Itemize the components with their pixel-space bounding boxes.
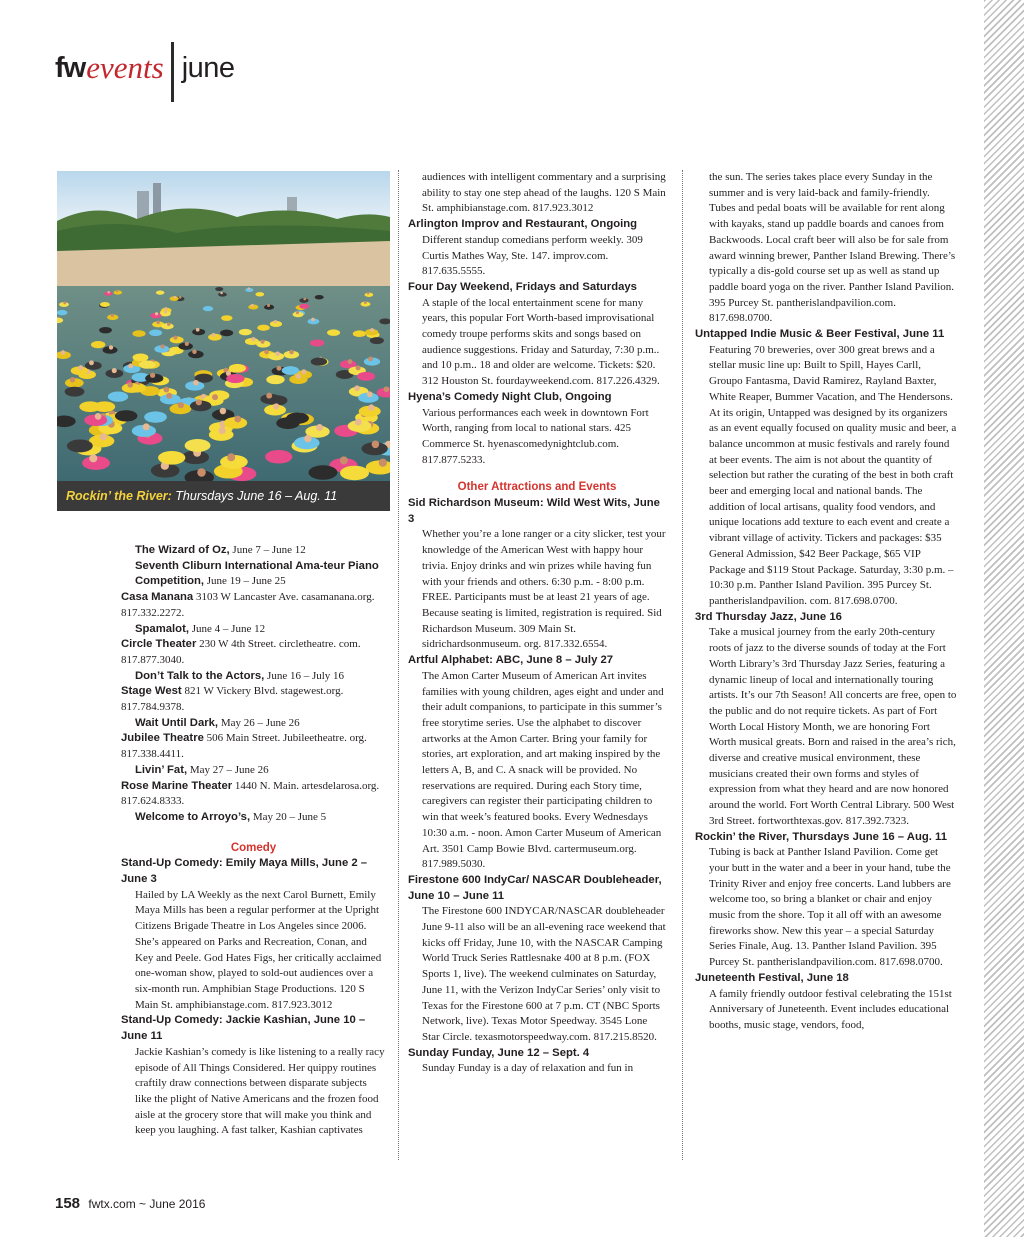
river-tubing-photo [57, 171, 390, 481]
event-body-four-day-weekend: A staple of the local entertainment scene for many years, this popular Fort Worth-based improvisational comedy troupe performs skits and songs based on audience suggestions. Friday and Saturday, 7:30 p.m.. and 10 p.m.. 18 and older are welcome. Tickets: $20. 312 Houston St. fourdayweekend.com. 817.226.4329. [422, 296, 660, 388]
show-listing [121, 543, 386, 559]
show-title: Seventh Cliburn International Ama-teur Piano Competition, [135, 559, 379, 588]
show-dates: May 27 – June 26 [189, 763, 269, 776]
event-title-juneteenth: Juneteenth Festival, June 18 [695, 971, 849, 984]
venue-info: 1440 N. Main. artesdelarosa.org. 817.624.8333. [121, 779, 380, 808]
show-listing [121, 716, 386, 732]
venue-listing [121, 637, 386, 668]
event-body-untapped-festival: Featuring 70 breweries, over 300 great brews and a stellar music line up: Built to Spill, Hayes Carll, Groupo Fantasma, David Ramirez, Rayland Baxter, White Reaper, Bummer Vacation, and The Hendersons. At its origin, Untapped was designed by its organizers as an event equally focused on quality music and beer, a balance uncommon at music festivals and rarely found at beer events. The aim is not about the quantity of selection but rather the curating of the best in both craft beer and emerging local and national bands. The addition of local artisans, quality food vendors, and unique locations add texture to each event and create a vibrant village of activity. Tickers and packages: $35 General Admission, $42 Beer Package, $65 VIP Package and $119 Stout Package. Saturday, 3:30 p.m. – 10:30 p.m. Panther Island Pavilion. 395 Purcey St. pantherislandpavilion. com. 817.698.0700. [709, 343, 957, 607]
column-1 [121, 543, 386, 1139]
venue-name: Circle Theater [121, 638, 197, 651]
show-title: Don’t Talk to the Actors, [135, 669, 265, 682]
event-body-sid-richardson: Whether you’re a lone ranger or a city slicker, test your knowledge of the American West with happy hour trivia. Enjoy drinks and win prizes while having fun with your friends and others. 6:30 p.m. - 8:00 p.m. FREE. Participants must be at least 21 years of age. Because seating is limited, registration is required. Sid Richardson Museum. 309 Main St. sidrichardsonmuseum. org. 817.332.6554. [422, 528, 666, 651]
show-dates: May 26 – June 26 [220, 716, 300, 729]
page-footer [55, 1195, 205, 1212]
column-2 [408, 170, 666, 1077]
show-title: The Wizard of Oz, [135, 544, 230, 556]
show-title: Wait Until Dark, [135, 716, 219, 729]
show-dates: June 4 – June 12 [191, 622, 266, 635]
event-body-jackie-kashian: Jackie Kashian’s comedy is like listening to a really racy episode of All Things Considered. Her quippy routines craftily draw connections between disparate subjects like the plight of Native Americans and the frozen food aisle at the grocery store that will make you think and keep you laughing. A fast talker, Kashian captivates [135, 1045, 385, 1137]
event-body-sunday-funday: Sunday Funday is a day of relaxation and fun in [422, 1062, 634, 1075]
event-title-firestone-600: Firestone 600 IndyCar/ NASCAR Doubleheader, June 10 – June 11 [408, 873, 662, 902]
venue-listing [121, 590, 386, 621]
event-title-artful-alphabet: Artful Alphabet: ABC, June 8 – July 27 [408, 654, 614, 667]
column-3 [695, 170, 957, 1034]
column-divider [398, 170, 399, 1160]
event-title-sunday-funday: Sunday Funday, June 12 – Sept. 4 [408, 1046, 590, 1059]
venue-name: Stage West [121, 685, 182, 698]
venue-name: Jubilee Theatre [121, 732, 204, 745]
show-dates: May 20 – June 5 [252, 810, 327, 823]
show-dates: June 19 – June 25 [206, 575, 286, 588]
venue-listing [121, 731, 386, 762]
masthead-brand-suffix: events [86, 50, 164, 85]
event-title-jackie-kashian: Stand-Up Comedy: Jackie Kashian, June 10 – June 11 [121, 1014, 366, 1043]
event-title-sid-richardson: Sid Richardson Museum: Wild West Wits, June 3 [408, 497, 660, 525]
section-heading-other-attractions: Other Attractions and Events [457, 481, 617, 494]
caption-text: Thursdays June 16 – Aug. 11 [175, 489, 338, 503]
event-body-firestone-600: The Firestone 600 INDYCAR/NASCAR doubleheader June 9-11 also will be an all-evening race weekend that kicks off Friday, June 10, with the NASCAR Camping World Truck Series Rattlesnake 400 at 8 p.m. (FOX Sports 1, live). The weekend culminates on Saturday, June 11, with the Verizon IndyCar Series’ only visit to Texas for the Firestone 600 at 7 p.m. CT (NBC Sports Network, live). Texas Motor Speedway. 3545 Lone Star Circle. texasmotorspeedway.com. 817.215.8520. [422, 905, 666, 1043]
event-title-four-day-weekend: Four Day Weekend, Fridays and Saturdays [408, 280, 637, 293]
venue-info: 506 Main Street. Jubileetheatre. org. 817.338.4411. [121, 732, 367, 761]
masthead-divider [171, 42, 174, 102]
section-heading-comedy: Comedy [230, 841, 277, 854]
event-body-emily-maya-mills: Hailed by LA Weekly as the next Carol Burnett, Emily Maya Mills has been a regular performer at the Upright Citizens Brigade Theatre in Los Angeles since 2006. She’s appeared on Parks and Recreation, Conan, and Key and Peele. God Hates Figs, her critically acclaimed one-woman show, played to sold-out audiences over a six-month run. Amphibian Stage Productions. 120 S Main St. amphibianstage.com. 817.923.3012 [135, 888, 382, 1011]
show-title: Welcome to Arroyo’s, [135, 810, 251, 823]
masthead-month: june [181, 52, 235, 84]
masthead [55, 42, 235, 102]
show-listing [121, 559, 386, 590]
event-body-rockin-the-river: Tubing is back at Panther Island Pavilion. Come get your butt in the water and a beer in your hand, tube the Trinity River and enjoy free concerts. Land lubbers are welcome too, so bring a blanket or chair and enjoy music from the shore. Top it all off with an awesome fireworks show. New this year – a special Saturday Series Finale, Aug. 13. Panther Island Pavilion. 395 Purcey St. pantherislandpavilion.com. 817.698.0700. [709, 846, 951, 969]
event-body-arlington-improv: Different standup comedians perform weekly. 309 Curtis Mathes Way, Ste. 147. improv.com. 817.635.5555. [422, 233, 643, 278]
event-title-arlington-improv: Arlington Improv and Restaurant, Ongoing [408, 218, 638, 231]
caption-title: Rockin’ the River: [66, 489, 172, 503]
show-title: Livin’ Fat, [135, 763, 188, 776]
venue-listing [121, 684, 386, 715]
event-title-untapped-festival: Untapped Indie Music & Beer Festival, June 11 [695, 328, 945, 341]
event-body-jackie-kashian-continued: audiences with intelligent commentary and a surprising ability to stay one step ahead of the laughs. 120 S Main St. amphibianstage.com. 817.923.3012 [422, 171, 666, 215]
event-body-sunday-funday-continued: the sun. The series takes place every Sunday in the summer and is very laid-back and family-friendly. Tubes and pedal boats will be available for rent along with kayaks, stand up paddle boards and canoes from Backwoods. Local craft beer will also be for sale from award winning brewer, Panther Island Brewing. There’s typically a dis-gold course set up as well as stand up paddle board yoga on the river. Panther Island Pavilion. 395 Purcey St. pantherislandpavilion.com. 817.698.0700. [709, 171, 956, 325]
show-listing [121, 622, 386, 638]
event-body-juneteenth: A family friendly outdoor festival celebrating the 151st Anniversary of Juneteenth. Event includes educational booths, music stage, vendors, food, [709, 987, 952, 1031]
event-title-emily-maya-mills: Stand-Up Comedy: Emily Maya Mills, June 2 – June 3 [121, 857, 368, 886]
show-title: Spamalot, [135, 622, 189, 635]
venue-info: 230 W 4th Street. circletheatre. com. 817.877.3040. [121, 638, 361, 666]
venue-info: 821 W Vickery Blvd. stagewest.org. 817.784.9378. [121, 685, 344, 714]
show-listing [121, 669, 386, 685]
venue-listing [121, 779, 386, 810]
event-body-hyenas-comedy: Various performances each week in downtown Fort Worth, ranging from local to national stars. 425 Commerce St. hyenascomedynightclub.com. 817.877.5233. [422, 406, 649, 466]
photo-caption [57, 481, 390, 511]
venue-name: Rose Marine Theater [121, 779, 233, 792]
show-dates: June 16 – July 16 [267, 669, 345, 682]
event-title-rockin-the-river: Rockin’ the River, Thursdays June 16 – Aug. 11 [695, 830, 947, 843]
venue-name: Casa Manana [121, 591, 194, 604]
theater-listings [121, 543, 386, 826]
column-divider [682, 170, 683, 1160]
event-body-3rd-thursday-jazz: Take a musical journey from the early 20th-century roots of jazz to the diverse sounds of today at the Fort Worth Library’s 3rd Thursday Jazz Series, featuring a dynamic lineup of local and internationally touring artists. It’s our 7th Season! All concerts are free, open to the public and do not require tickets. As part of Fort Worth Local History Month, we are honoring Fort Worth musical greats. Born and raised in the area’s rich, diverse and creative musical environment, these musicians created their own forms and styles of expression from what they heard and are now honored around the world. Fort Worth Central Library. 500 West 3rd Street. fortworthtexas.gov. 817.392.7323. [709, 626, 957, 827]
footer-text: fwtx.com ~ June 2016 [88, 1197, 206, 1211]
show-listing [121, 810, 386, 826]
decorative-hatch-border [984, 0, 1024, 1237]
masthead-brand-prefix: fw [55, 52, 86, 84]
show-listing [121, 763, 386, 779]
event-title-3rd-thursday-jazz: 3rd Thursday Jazz, June 16 [695, 610, 842, 623]
page-number: 158 [55, 1195, 81, 1212]
event-body-artful-alphabet: The Amon Carter Museum of American Art invites families with young children, ages eight and under and their adult companions, to participate in this summer’s free storytime series. Use the alphabet to discover artworks at the Amon Carter. Bring your family for stories, art exploration, and art making inspired by the letters A, B, and C. A snack will be provided. No reservations are required. During each Story time, caregivers can register their participating children to win that week’s featured books. Every Wednesdays 10:30 a.m. - noon. Amon Carter Museum of American Art. 3501 Camp Bowie Blvd. cartermuseum.org. 817.989.5030. [422, 669, 664, 871]
show-dates: June 7 – June 12 [232, 544, 306, 556]
venue-info: 3103 W Lancaster Ave. casamanana.org. 817.332.2272. [121, 591, 375, 619]
event-title-hyenas-comedy: Hyena’s Comedy Night Club, Ongoing [408, 390, 612, 403]
